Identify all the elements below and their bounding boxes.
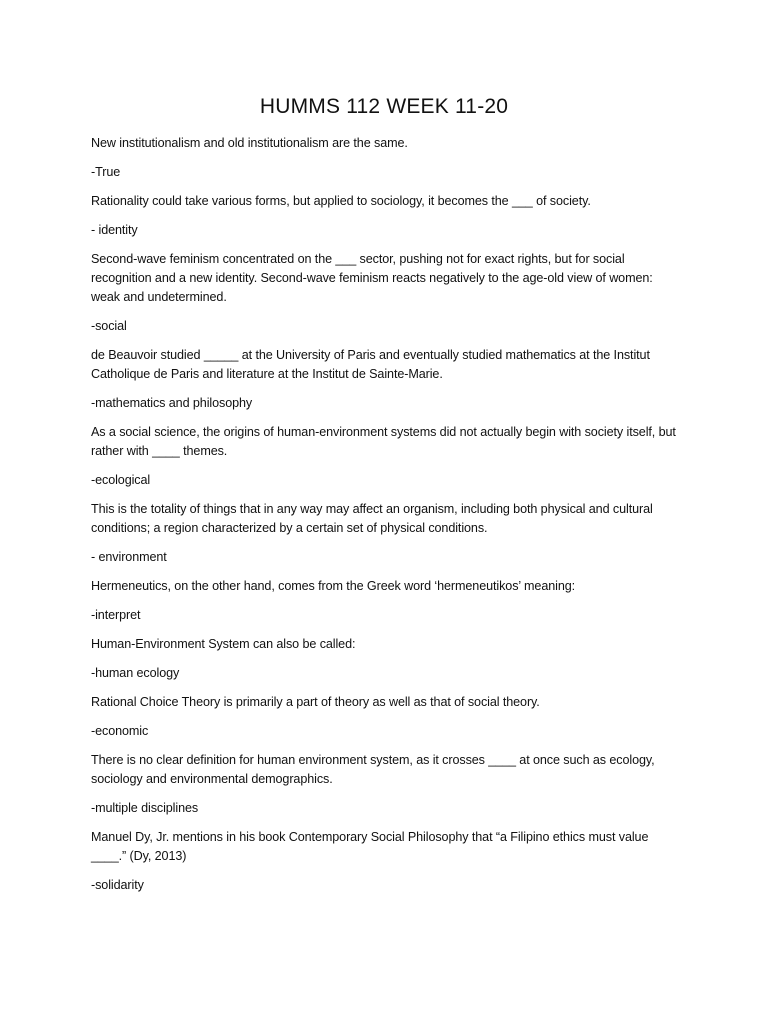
answer-text: -economic	[91, 724, 149, 738]
answer-text: -ecological	[91, 473, 151, 487]
answer-text: -human ecology	[91, 666, 180, 680]
question-text: New institutionalism and old institutionalism are the same.	[91, 136, 408, 150]
answer-text: -interpret	[91, 608, 141, 622]
answer-text: - environment	[91, 550, 167, 564]
question-text: Hermeneutics, on the other hand, comes from the Greek word ‘hermeneutikos’ meaning:	[91, 579, 576, 593]
answer-text: - identity	[91, 223, 138, 237]
question-text: Second-wave feminism concentrated on the ___ sector, pushing not for exact rights, but for social recognition and a new identity. Second-wave feminism reacts negatively to the age-old view of women: weak and undetermined.	[91, 252, 653, 304]
question-text: Rational Choice Theory is primarily a part of theory as well as that of social theory.	[91, 695, 540, 709]
question-text: Manuel Dy, Jr. mentions in his book Contemporary Social Philosophy that “a Filipino ethics must value ____.” (Dy, 2013)	[91, 830, 649, 863]
question-text: As a social science, the origins of human-environment systems did not actually begin with society itself, but rather with ____ themes.	[91, 425, 676, 458]
question-text: Rationality could take various forms, but applied to sociology, it becomes the ___ of society.	[91, 194, 591, 208]
answer-text: -mathematics and philosophy	[91, 396, 253, 410]
answer-text: -multiple disciplines	[91, 801, 199, 815]
question-text: de Beauvoir studied _____ at the University of Paris and eventually studied mathematics at the Institut Catholique de Paris and literature at the Institut de Sainte-Marie.	[91, 348, 650, 381]
question-text: Human-Environment System can also be called:	[91, 637, 356, 651]
answer-text: -solidarity	[91, 878, 144, 892]
answer-text: -social	[91, 319, 127, 333]
answer-text: -True	[91, 165, 121, 179]
page-title: HUMMS 112 WEEK 11-20	[259, 95, 509, 118]
document-body	[91, 134, 681, 905]
question-text: There is no clear definition for human environment system, as it crosses ____ at once such as ecology, sociology and environmental demographics.	[91, 753, 655, 786]
question-text: This is the totality of things that in any way may affect an organism, including both physical and cultural conditions; a region characterized by a certain set of physical conditions.	[91, 502, 653, 535]
